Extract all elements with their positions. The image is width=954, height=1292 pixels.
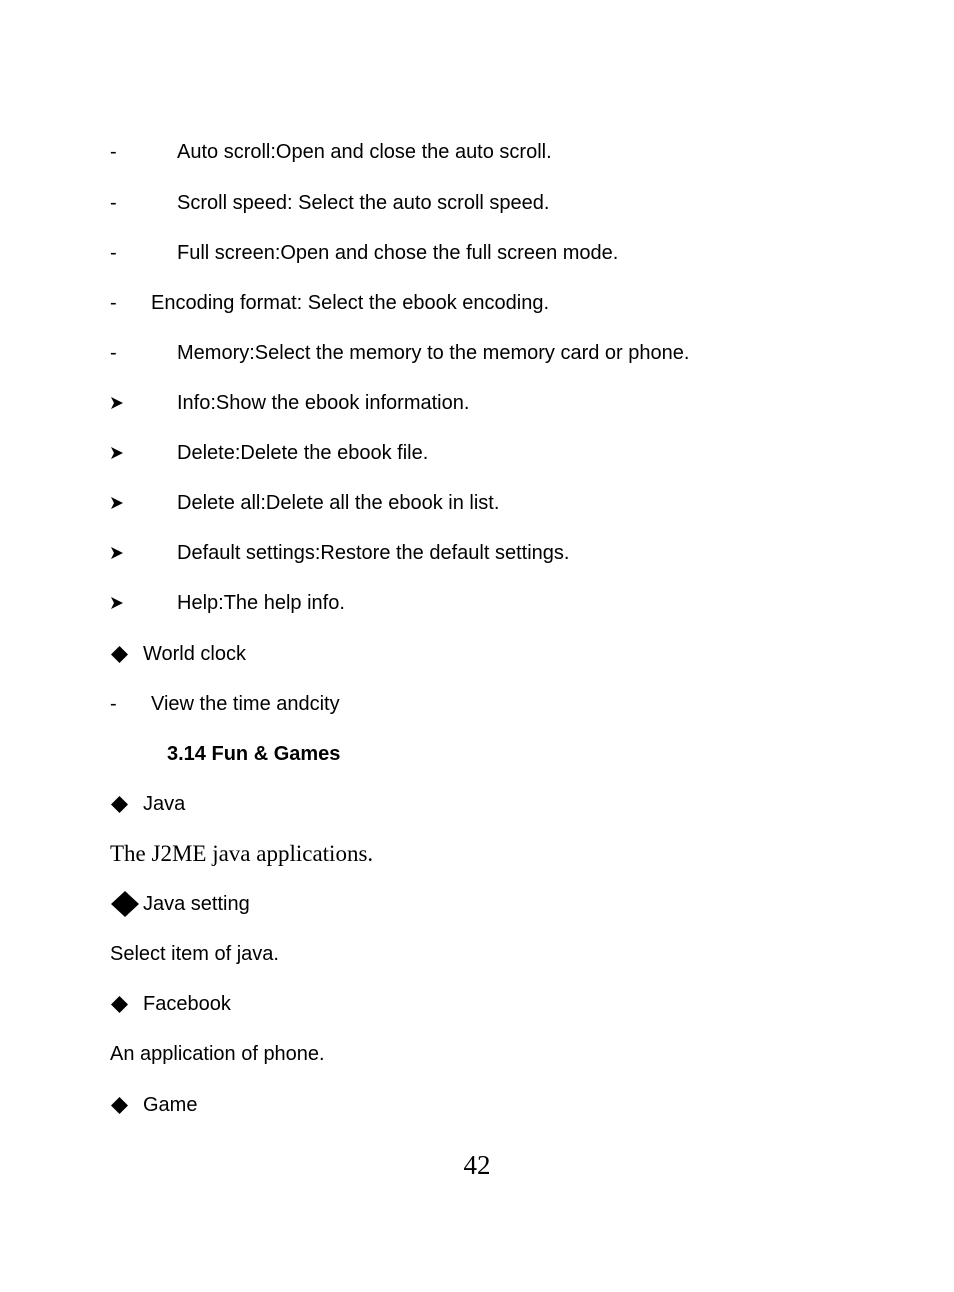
dash-bullet: - xyxy=(110,141,117,163)
paragraph-text: An application of phone. xyxy=(110,1043,325,1065)
dash-bullet: - xyxy=(110,693,117,715)
list-item-text: Auto scroll:Open and close the auto scroll. xyxy=(177,141,552,163)
list-item-text: Delete:Delete the ebook file. xyxy=(177,442,429,464)
paragraph-text: The J2ME java applications. xyxy=(110,841,374,866)
section-heading: 3.14 Fun & Games xyxy=(167,743,341,765)
list-item-text: View the time andcity xyxy=(151,693,340,715)
page-number: 42 xyxy=(463,1150,491,1180)
list-item-text: World clock xyxy=(143,643,246,665)
arrowhead-bullet-icon xyxy=(110,389,126,417)
list-item-text: Full screen:Open and chose the full screen mode. xyxy=(177,242,619,264)
arrowhead-bullet-icon xyxy=(110,539,126,567)
dash-bullet: - xyxy=(110,192,117,214)
arrowhead-bullet-icon xyxy=(110,439,126,467)
list-item-text: Encoding format: Select the ebook encoding. xyxy=(151,292,550,314)
list-item-text: Game xyxy=(143,1094,198,1116)
list-item-text: Memory:Select the memory to the memory card or phone. xyxy=(177,342,690,364)
arrowhead-bullet-icon xyxy=(110,489,126,517)
list-item-text: Info:Show the ebook information. xyxy=(177,392,470,414)
list-item-text: Scroll speed: Select the auto scroll speed. xyxy=(177,192,550,214)
list-item-text: Delete all:Delete all the ebook in list. xyxy=(177,492,500,514)
list-item-text: Java xyxy=(143,793,186,815)
dash-bullet: - xyxy=(110,242,117,264)
list-item-text: Facebook xyxy=(143,993,231,1015)
list-item-text: Help:The help info. xyxy=(177,592,345,614)
arrowhead-bullet-icon xyxy=(110,589,126,617)
list-item-text: Default settings:Restore the default settings. xyxy=(177,542,570,564)
paragraph-text: Select item of java. xyxy=(110,943,279,965)
dash-bullet: - xyxy=(110,292,117,314)
list-item-text: Java setting xyxy=(143,893,250,915)
dash-bullet: - xyxy=(110,342,117,364)
